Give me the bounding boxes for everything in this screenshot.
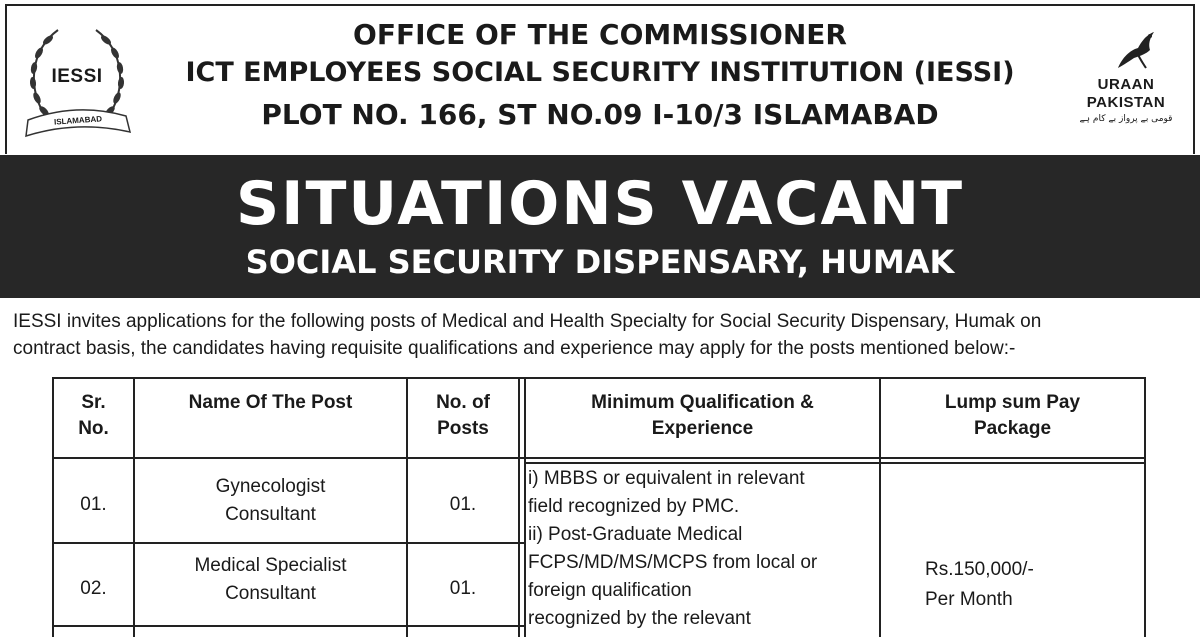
intro-line-2: contract basis, the candidates having requisite qualifications and experience may apply for the posts mentioned below:- <box>13 338 1016 359</box>
header-row-line-right <box>524 457 1146 459</box>
uraan-tagline: قومی بے پرواز بے کام ہے <box>1079 114 1173 124</box>
advert-header <box>0 0 1200 155</box>
row-1-post: Gynecologist Consultant <box>215 476 326 525</box>
row-2-sr: 02. <box>80 578 107 599</box>
table-divider-3 <box>518 377 520 637</box>
banner-title: SITUATIONS VACANT <box>235 169 965 239</box>
table-border-right <box>1144 377 1146 637</box>
intro-paragraph <box>13 308 1198 362</box>
table-border-top <box>52 377 1146 379</box>
row-2-post: Medical Specialist Consultant <box>194 555 347 604</box>
header-row-line-right-2 <box>524 462 1146 464</box>
address-title: PLOT NO. 166, ST NO.09 I-10/3 ISLAMABAD <box>261 98 939 131</box>
banner-subtitle: SOCIAL SECURITY DISPENSARY, HUMAK <box>245 243 955 281</box>
office-title: OFFICE OF THE COMMISSIONER <box>353 18 847 51</box>
uraan-text: URAAN <box>1097 76 1155 93</box>
row-2-line <box>52 625 524 627</box>
header-no-of-posts: No. of Posts <box>436 392 490 439</box>
qualification-text: i) MBBS or equivalent in relevant field recognized by PMC. ii) Post-Graduate Medical FCPS/MD/MS/MCPS from local or foreign qualification recognized by the relevant <box>528 468 818 629</box>
row-2-count: 01. <box>449 578 477 599</box>
posts-table <box>52 377 1146 637</box>
iessi-logo-ribbon: ISLAMABAD <box>53 114 103 127</box>
uraan-pakistan-logo <box>1066 28 1186 148</box>
iessi-logo <box>18 20 136 144</box>
eagle-icon <box>1112 28 1158 74</box>
iessi-logo-text: IESSI <box>51 66 103 87</box>
pay-package: Rs.150,000/- Per Month <box>925 559 1034 610</box>
header-post-name: Name Of The Post <box>188 392 353 413</box>
institution-title: ICT EMPLOYEES SOCIAL SECURITY INSTITUTION (IESSI) <box>185 57 1015 88</box>
header-pay: Lump sum Pay Package <box>944 392 1081 439</box>
pakistan-text: PAKISTAN <box>1086 94 1166 111</box>
situations-vacant-banner <box>0 155 1200 298</box>
row-1-sr: 01. <box>80 494 107 515</box>
intro-line-1: IESSI invites applications for the following posts of Medical and Health Specialty for Social Security Dispensary, Humak on <box>13 311 1042 332</box>
header-row-line-left <box>52 457 524 459</box>
header-qualification: Minimum Qualification & Experience <box>591 392 814 439</box>
header-sr: Sr. No. <box>78 392 109 439</box>
row-1-count: 01. <box>449 494 477 515</box>
row-1-line <box>52 542 524 544</box>
